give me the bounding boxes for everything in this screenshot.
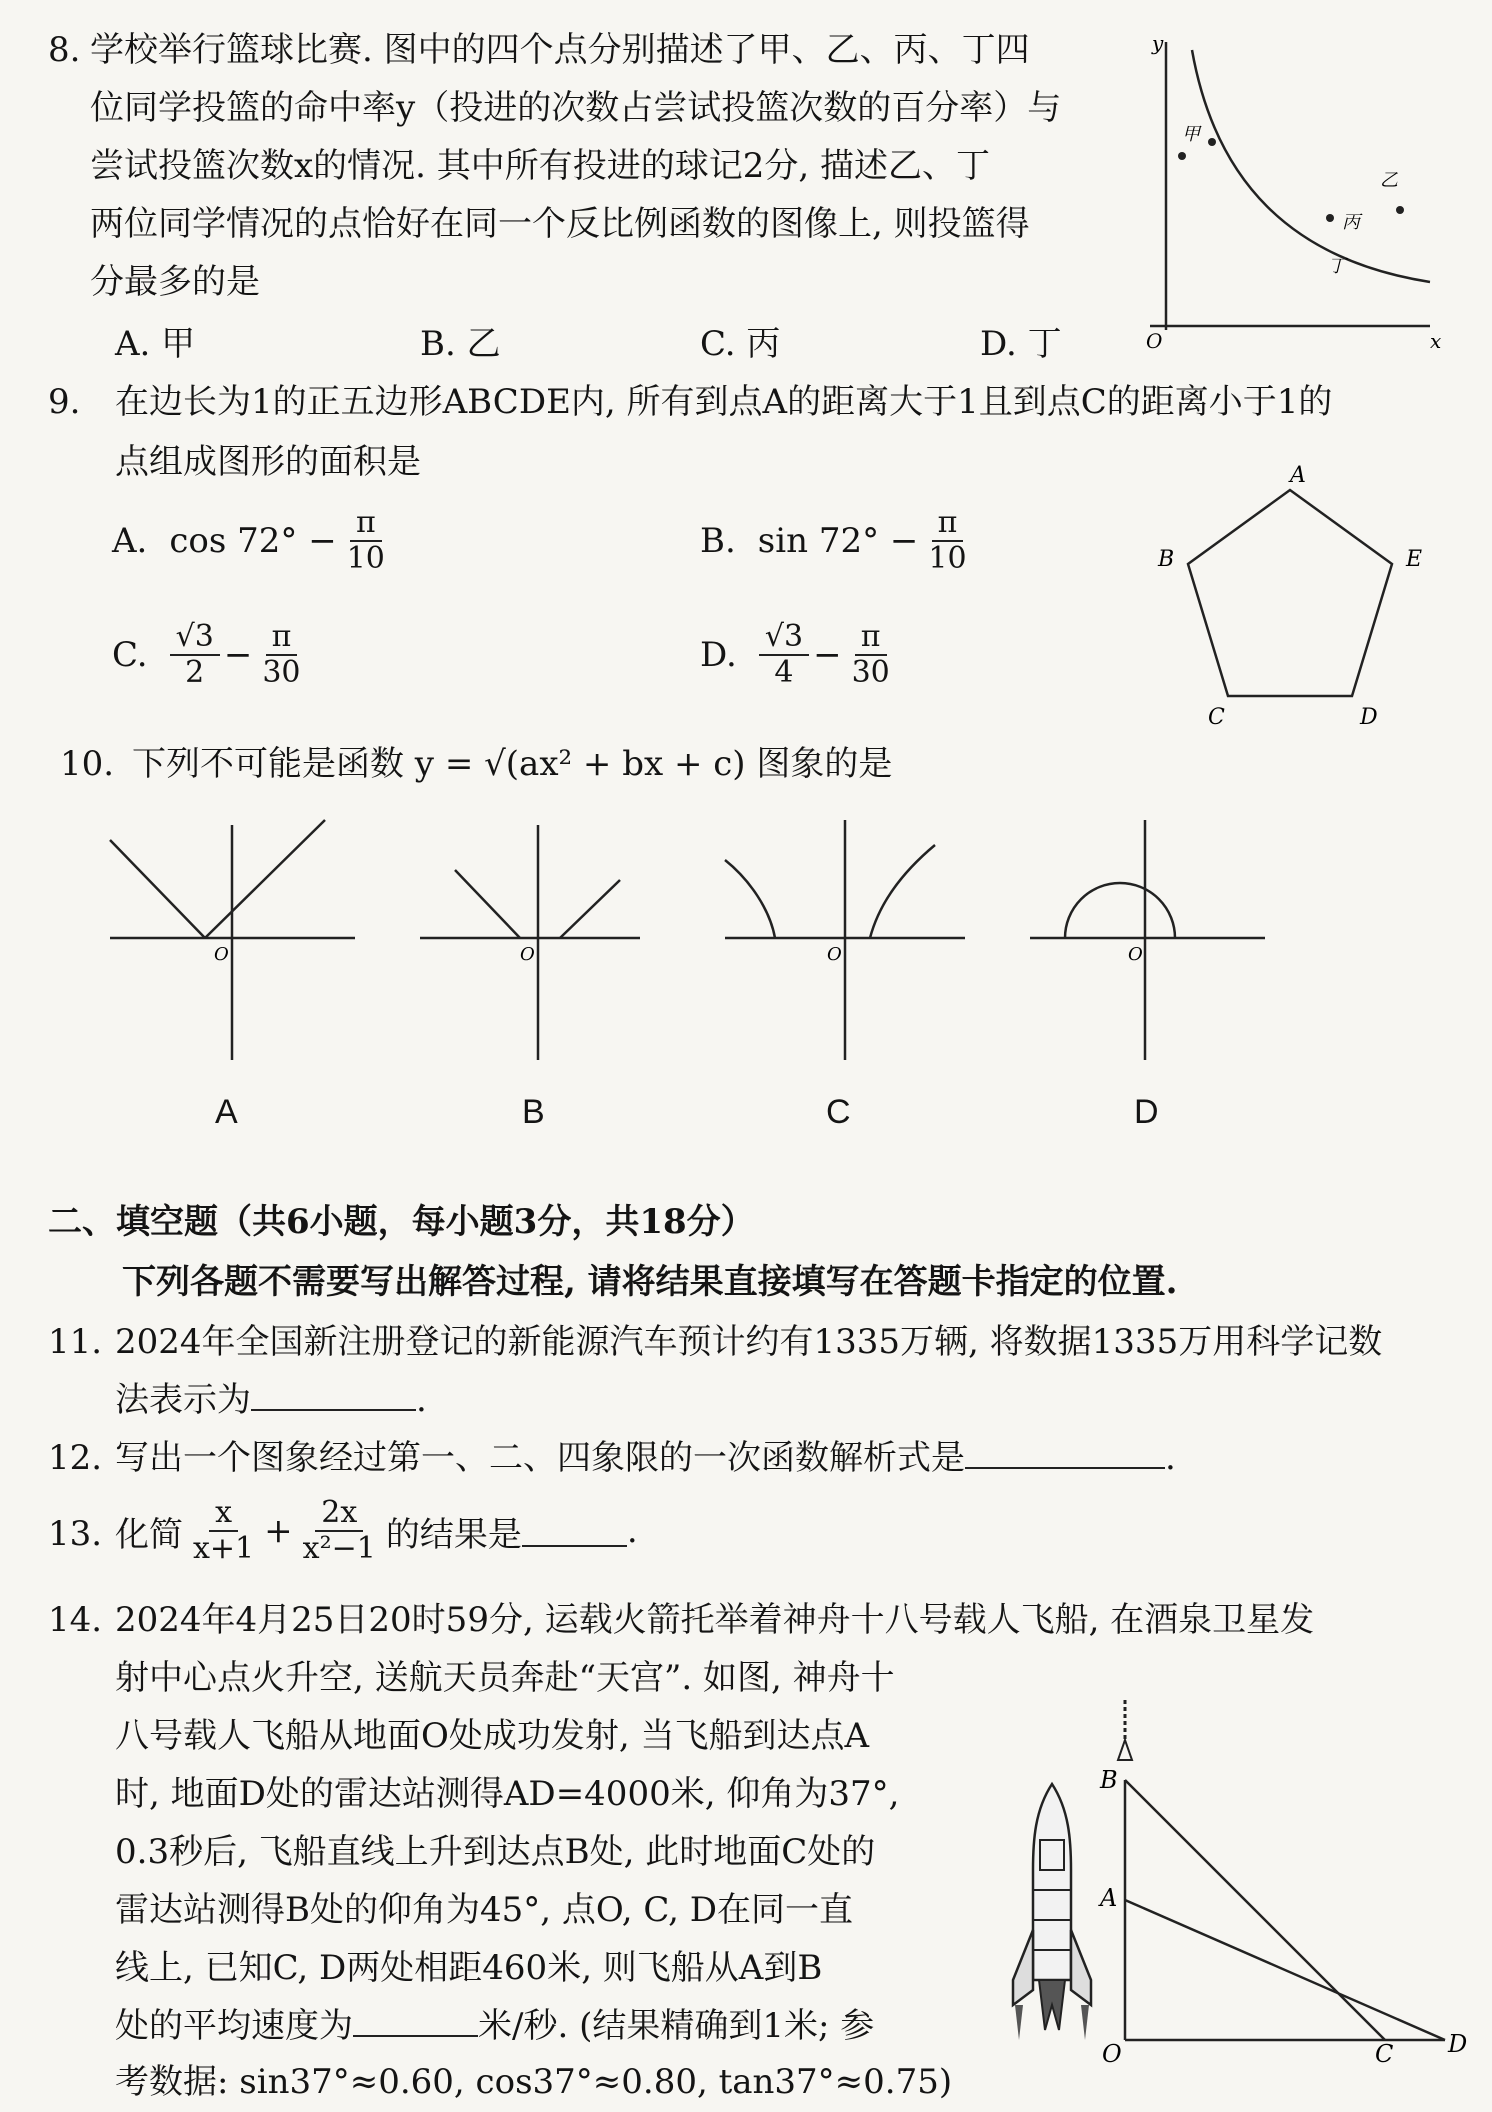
section-2-instruction: 下列各题不需要写出解答过程, 请将结果直接填写在答题卡指定的位置. (122, 1262, 1178, 1302)
q14-geometry-figure (1090, 1700, 1470, 2070)
q12-answer-blank[interactable] (965, 1437, 1165, 1469)
q9-option-a-pre: cos 72° − (169, 521, 337, 561)
q10-label-a: A (215, 1093, 238, 1131)
section-2-heading: 二、填空题（共6小题，每小题3分，共18分） (48, 1202, 755, 1242)
q9-option-b-label: B. (700, 521, 736, 561)
q10-graph-d[interactable] (1030, 820, 1280, 1070)
q13-line: 化简 $\frac{x}{x+1}$ + $\frac{2x}{\text{x²−1}}$ 的结果是 . (115, 1495, 638, 1566)
fig-label-b: B (1100, 1766, 1118, 1794)
q8-point-bing: 丙 (1342, 212, 1360, 233)
q9-option-b-frac: $\frac{\pi}{10}$ (928, 505, 967, 576)
q11-line-1: 2024年全国新注册登记的新能源汽车预计约有1335万辆, 将数据1335万用科学记数 (115, 1322, 1383, 1362)
q8-line-2: 位同学投篮的命中率y（投进的次数占尝试投篮次数的百分率）与 (90, 88, 1062, 128)
q14-line-9: 考数据: sin37°≈0.60, cos37°≈0.80, tan37°≈0.75) (115, 2062, 953, 2102)
q13-number: 13. (48, 1514, 103, 1554)
q10-graph-a[interactable] (110, 820, 360, 1070)
fig-label-d: D (1448, 2030, 1468, 2058)
q8-number: 8. (48, 30, 81, 70)
q8-graph-x-label: x (1430, 329, 1442, 353)
q9-option-c-frac2: $\frac{\pi}{30}$ (262, 619, 301, 690)
pentagon-label-a: A (1290, 463, 1306, 488)
pentagon-label-b: B (1158, 547, 1175, 572)
q11-answer-blank[interactable] (251, 1379, 416, 1411)
q10-graph-c-origin: O (827, 944, 842, 965)
q12-number: 12. (48, 1438, 103, 1478)
q9-line-1: 在边长为1的正五边形ABCDE内, 所有到点A的距离大于1且到点C的距离小于1的 (115, 382, 1333, 422)
q9-option-c[interactable]: C. $\frac{√3}{2}$ − $\frac{\pi}{30}$ (112, 620, 311, 690)
q9-pentagon (1150, 460, 1440, 730)
q9-option-d-label: D. (700, 635, 737, 675)
q8-option-c[interactable]: C. 丙 (700, 324, 781, 364)
q8-point-yi: 乙 (1380, 170, 1398, 191)
q9-option-c-label: C. (112, 635, 148, 675)
q8-point-ding: 丁 (1328, 256, 1346, 277)
q8-option-b[interactable]: B. 乙 (420, 324, 501, 364)
q14-answer-blank[interactable] (353, 2005, 478, 2037)
q9-option-d-frac2: $\frac{\pi}{30}$ (851, 619, 890, 690)
q14-line-7: 线上, 已知C, D两处相距460米, 则飞船从A到B (115, 1948, 823, 1988)
q12-line: 写出一个图象经过第一、二、四象限的一次函数解析式是 . (115, 1438, 1176, 1478)
q9-option-b-pre: sin 72° − (757, 521, 919, 561)
q8-option-a[interactable]: A. 甲 (115, 324, 196, 364)
q14-line-5: 0.3秒后, 飞船直线上升到达点B处, 此时地面C处的 (115, 1832, 876, 1872)
q13-frac-2: $\frac{2x}{\text{x²−1}}$ (302, 1495, 376, 1566)
q10-label-c: C (826, 1093, 851, 1131)
q10-graph-d-origin: O (1128, 944, 1143, 965)
q14-number: 14. (48, 1600, 103, 1640)
q14-line-6: 雷达站测得B处的仰角为45°, 点O, C, D在同一直 (115, 1890, 854, 1930)
pentagon-label-e: E (1406, 547, 1423, 572)
q14-line-4: 时, 地面D处的雷达站测得AD=4000米, 仰角为37°, (115, 1774, 900, 1814)
fig-label-a: A (1100, 1884, 1118, 1912)
q14-line-1: 2024年4月25日20时59分, 运载火箭托举着神舟十八号载人飞船, 在酒泉卫星发 (115, 1600, 1315, 1640)
q14-line-3: 八号载人飞船从地面O处成功发射, 当飞船到达点A (115, 1716, 870, 1756)
fig-label-c: C (1375, 2040, 1394, 2068)
rocket-illustration (1005, 1780, 1100, 2050)
q14-line-8: 处的平均速度为 米/秒. (结果精确到1米; 参 (115, 2006, 875, 2046)
q14-line-2: 射中心点火升空, 送航天员奔赴“天宫”. 如图, 神舟十 (115, 1658, 895, 1698)
q9-option-d[interactable]: D. $\frac{√3}{4}$ − $\frac{\pi}{30}$ (700, 620, 900, 690)
q10-text: 下列不可能是函数 y = √(ax² + bx + c) 图象的是 (132, 744, 893, 784)
q9-option-a[interactable] (112, 506, 395, 576)
q9-option-a-label: A. (112, 521, 148, 561)
q8-graph-origin: O (1146, 329, 1163, 353)
q9-option-a-frac: $\frac{\pi}{10}$ (346, 505, 385, 576)
q8-line-1: 学校举行篮球比赛. 图中的四个点分别描述了甲、乙、丙、丁四 (90, 30, 1030, 70)
q11-number: 11. (48, 1322, 103, 1362)
q9-option-d-frac1: $\frac{√3}{4}$ (759, 620, 809, 690)
q10-graph-b-origin: O (520, 944, 535, 965)
q10-label-d: D (1134, 1093, 1159, 1131)
q8-graph-y-label: y (1152, 31, 1164, 55)
q13-answer-blank[interactable] (522, 1515, 627, 1547)
q10-label-b: B (522, 1093, 545, 1131)
q11-line-2: 法表示为 . (115, 1380, 427, 1420)
q10-graph-c[interactable] (725, 820, 975, 1070)
q13-frac-1: $\frac{x}{x+1}$ (193, 1495, 255, 1566)
q8-point-jia: 甲 (1182, 124, 1200, 145)
q8-line-4: 两位同学情况的点恰好在同一个反比例函数的图像上, 则投篮得 (90, 204, 1030, 244)
pentagon-label-d: D (1360, 705, 1378, 730)
q9-number: 9. (48, 382, 81, 422)
q8-inverse-graph (1130, 30, 1450, 353)
fig-label-o: O (1102, 2040, 1122, 2068)
q9-line-2: 点组成图形的面积是 (115, 442, 421, 482)
q9-option-c-frac1: $\frac{√3}{2}$ (170, 620, 220, 690)
q8-line-5: 分最多的是 (90, 262, 260, 302)
pentagon-label-c: C (1208, 705, 1225, 730)
q10-graph-b[interactable] (420, 820, 670, 1070)
q8-option-d[interactable]: D. 丁 (980, 324, 1062, 364)
q8-line-3: 尝试投篮次数x的情况. 其中所有投进的球记2分, 描述乙、丁 (90, 146, 991, 186)
q10-number: 10. (60, 744, 115, 784)
q10-graph-a-origin: O (214, 944, 229, 965)
q9-option-b[interactable] (700, 506, 977, 576)
